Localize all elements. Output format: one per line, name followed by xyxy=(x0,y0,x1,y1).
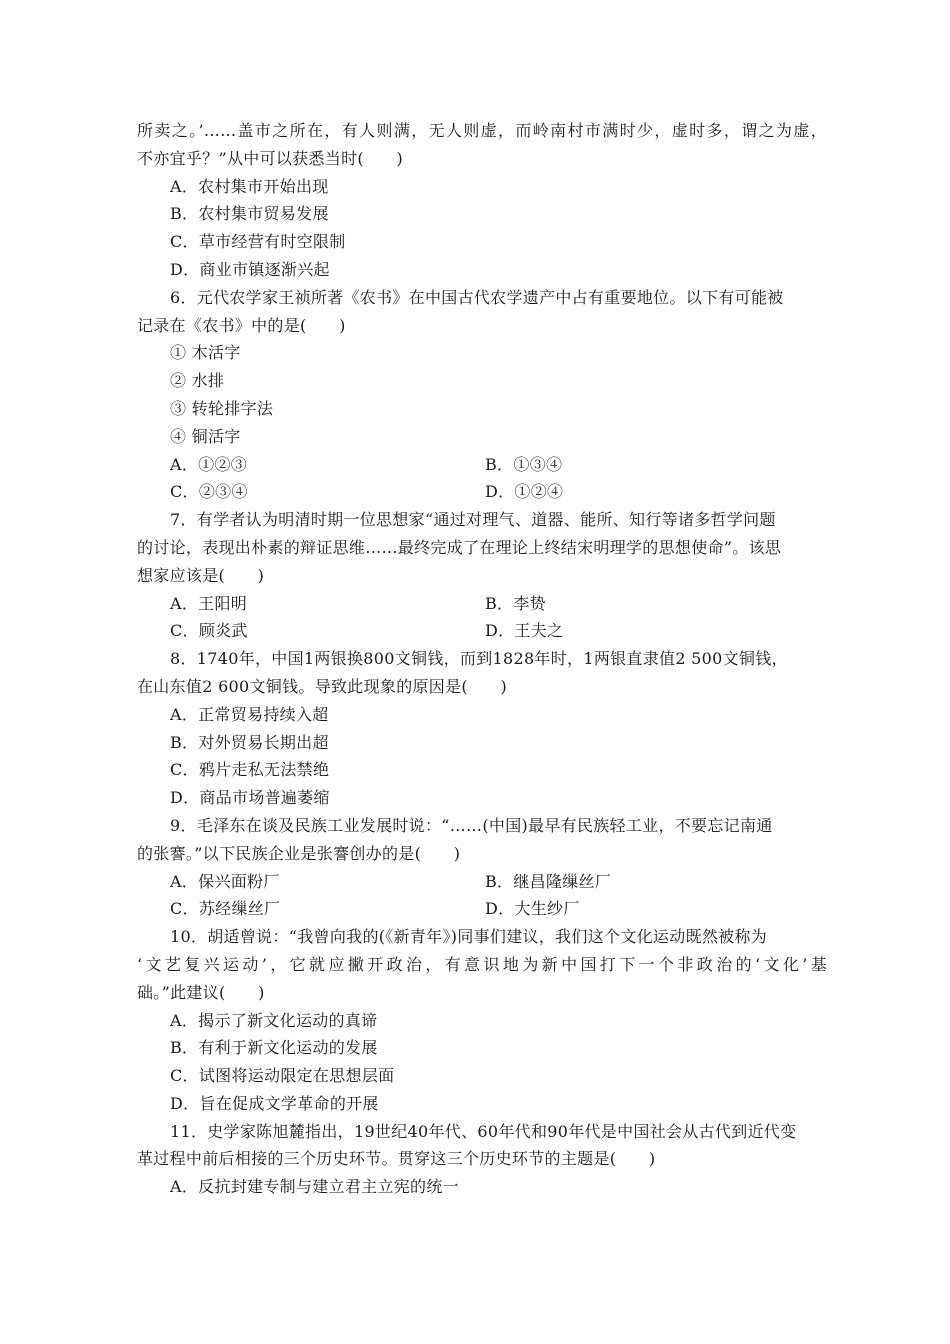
q6-item-3: ③ 转轮排字法 xyxy=(170,398,274,418)
q8-option-b: B．对外贸易长期出超 xyxy=(170,732,329,752)
q9-option-a: A．保兴面粉厂 xyxy=(170,871,280,891)
q6-option-c: C．②③④ xyxy=(170,482,248,502)
q6-option-d: D．①②④ xyxy=(485,482,564,502)
q7-stem-line2: 的讨论，表现出朴素的辩证思维……最终完成了在理论上终结宋明理学的思想使命”。该思 xyxy=(137,537,782,557)
q7-option-a: A．王阳明 xyxy=(170,593,248,613)
q9-option-b: B．继昌隆缫丝厂 xyxy=(485,871,612,891)
q10-option-a: A．揭示了新文化运动的真谛 xyxy=(170,1010,378,1030)
q11-stem-line2: 革过程中前后相接的三个历史环节。贯穿这三个历史环节的主题是( ) xyxy=(137,1149,656,1169)
q11-stem-line1: 11．史学家陈旭麓指出，19世纪40年代、60年代和90年代是中国社会从古代到近代变 xyxy=(170,1121,797,1141)
q10-option-b: B．有利于新文化运动的发展 xyxy=(170,1038,378,1058)
q10-option-c: C．试图将运动限定在思想层面 xyxy=(170,1066,395,1086)
q6-item-4: ④ 铜活字 xyxy=(170,426,241,446)
q10-stem-line3: 础。”此建议( ) xyxy=(137,982,265,1002)
q6-item-1: ① 木活字 xyxy=(170,343,241,363)
q5-option-b: B．农村集市贸易发展 xyxy=(170,204,329,224)
q5-option-a: A．农村集市开始出现 xyxy=(170,176,329,196)
q6-item-2: ② 水排 xyxy=(170,371,225,391)
q7-option-c: C．顾炎武 xyxy=(170,621,248,641)
q6-stem-line2: 记录在《农书》中的是( ) xyxy=(137,315,346,335)
q5-option-d: D．商业市镇逐渐兴起 xyxy=(170,259,330,279)
q6-stem-line1: 6．元代农学家王祯所著《农书》在中国古代农学遗产中占有重要地位。以下有可能被 xyxy=(170,287,784,307)
q10-stem-line2: ‘文艺复兴运动’，它就应撇开政治，有意识地为新中国打下一个非政治的‘文化’基 xyxy=(137,954,827,974)
exam-content xyxy=(137,117,827,1201)
q7-stem-line1: 7．有学者认为明清时期一位思想家“通过对理气、道器、能所、知行等诸多哲学问题 xyxy=(170,510,776,530)
q9-option-c: C．苏经缫丝厂 xyxy=(170,899,281,919)
q8-option-c: C．鸦片走私无法禁绝 xyxy=(170,760,330,780)
q8-option-a: A．正常贸易持续入超 xyxy=(170,704,329,724)
q10-option-d: D．旨在促成文学革命的开展 xyxy=(170,1093,379,1113)
q5-stem-line2: 不亦宜乎？”从中可以获悉当时( ) xyxy=(137,148,404,168)
q9-stem-line2: 的张謇。”以下民族企业是张謇创办的是( ) xyxy=(137,843,461,863)
q7-option-d: D．王夫之 xyxy=(485,621,564,641)
q6-option-b: B．①③④ xyxy=(485,454,563,474)
q9-option-d: D．大生纱厂 xyxy=(485,899,580,919)
q5-stem-line1: 所卖之。’……盖市之所在，有人则满，无人则虚，而岭南村市满时少，虚时多，谓之为虚， xyxy=(137,121,827,140)
q10-stem-line1: 10．胡适曾说：“我曾向我的(《新青年》)同事们建议，我们这个文化运动既然被称为 xyxy=(170,927,768,947)
q9-stem-line1: 9．毛泽东在谈及民族工业发展时说：“……(中国)最早有民族轻工业，不要忘记南通 xyxy=(170,815,773,835)
q7-stem-line3: 想家应该是( ) xyxy=(137,565,265,585)
q11-option-a: A．反抗封建专制与建立君主立宪的统一 xyxy=(170,1177,459,1197)
q8-stem-line2: 在山东值2 600文铜钱。导致此现象的原因是( ) xyxy=(137,676,508,696)
q7-option-b: B．李贽 xyxy=(485,593,546,613)
q8-option-d: D．商品市场普遍萎缩 xyxy=(170,788,330,808)
q6-option-a: A．①②③ xyxy=(170,454,248,474)
q5-option-c: C．草市经营有时空限制 xyxy=(170,232,346,252)
q8-stem-line1: 8．1740年，中国1两银换800文铜钱，而到1828年时，1两银直隶值2 500文铜钱， xyxy=(170,649,788,669)
